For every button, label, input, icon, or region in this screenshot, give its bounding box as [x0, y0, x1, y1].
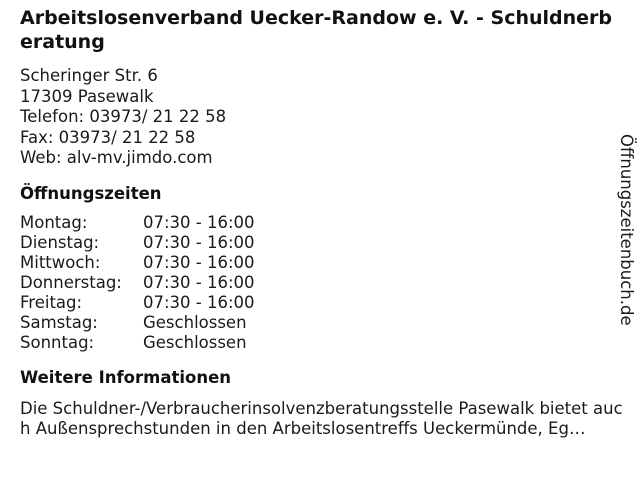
hours-time: 07:30 - 16:00 [143, 272, 255, 292]
hours-row-tuesday [20, 233, 614, 253]
website: Web: alv-mv.jimdo.com [20, 148, 213, 167]
hours-day: Donnerstag: [20, 272, 122, 292]
hours-time: 07:30 - 16:00 [143, 252, 255, 272]
hours-row-sunday [20, 333, 614, 353]
fax-number: Fax: 03973/ 21 22 58 [20, 127, 196, 147]
business-title: Arbeitslosenverband Uecker-Randow e. V. - Schuldnerberatung [20, 7, 613, 53]
hours-time: Geschlossen [143, 312, 247, 332]
phone-number: Telefon: 03973/ 21 22 58 [20, 107, 227, 126]
hours-day: Montag: [20, 212, 88, 232]
hours-row-saturday [20, 313, 614, 333]
street-address: Scheringer Str. 6 [20, 66, 158, 85]
hours-time: 07:30 - 16:00 [143, 292, 255, 312]
hours-row-monday [20, 213, 614, 233]
hours-day: Freitag: [20, 292, 83, 312]
hours-row-thursday [20, 273, 614, 293]
hours-time: 07:30 - 16:00 [143, 232, 255, 252]
business-card [20, 6, 623, 440]
more-info-heading: Weitere Informationen [20, 367, 232, 387]
brand-watermark [612, 134, 640, 362]
hours-day: Samstag: [20, 312, 98, 332]
hours-time: Geschlossen [143, 332, 247, 352]
more-info-text: Die Schuldner-/Verbraucherinsolvenzberatungsstelle Pasewalk bietet auch Außensprechstunden in den Arbeitslosentreffs Ueckermünde, Eg… [20, 398, 623, 438]
city-postcode: 17309 Pasewalk [20, 86, 154, 106]
hours-row-wednesday [20, 253, 614, 273]
address-block [20, 66, 614, 169]
hours-time: 07:30 - 16:00 [143, 212, 255, 232]
brand-label: Öffnungszeitenbuch.de [617, 134, 636, 326]
hours-day: Dienstag: [20, 232, 100, 252]
opening-hours-heading: Öffnungszeiten [20, 183, 162, 203]
hours-day: Sonntag: [20, 332, 95, 352]
hours-row-friday [20, 293, 614, 313]
hours-day: Mittwoch: [20, 252, 101, 272]
opening-hours-table [20, 213, 614, 353]
